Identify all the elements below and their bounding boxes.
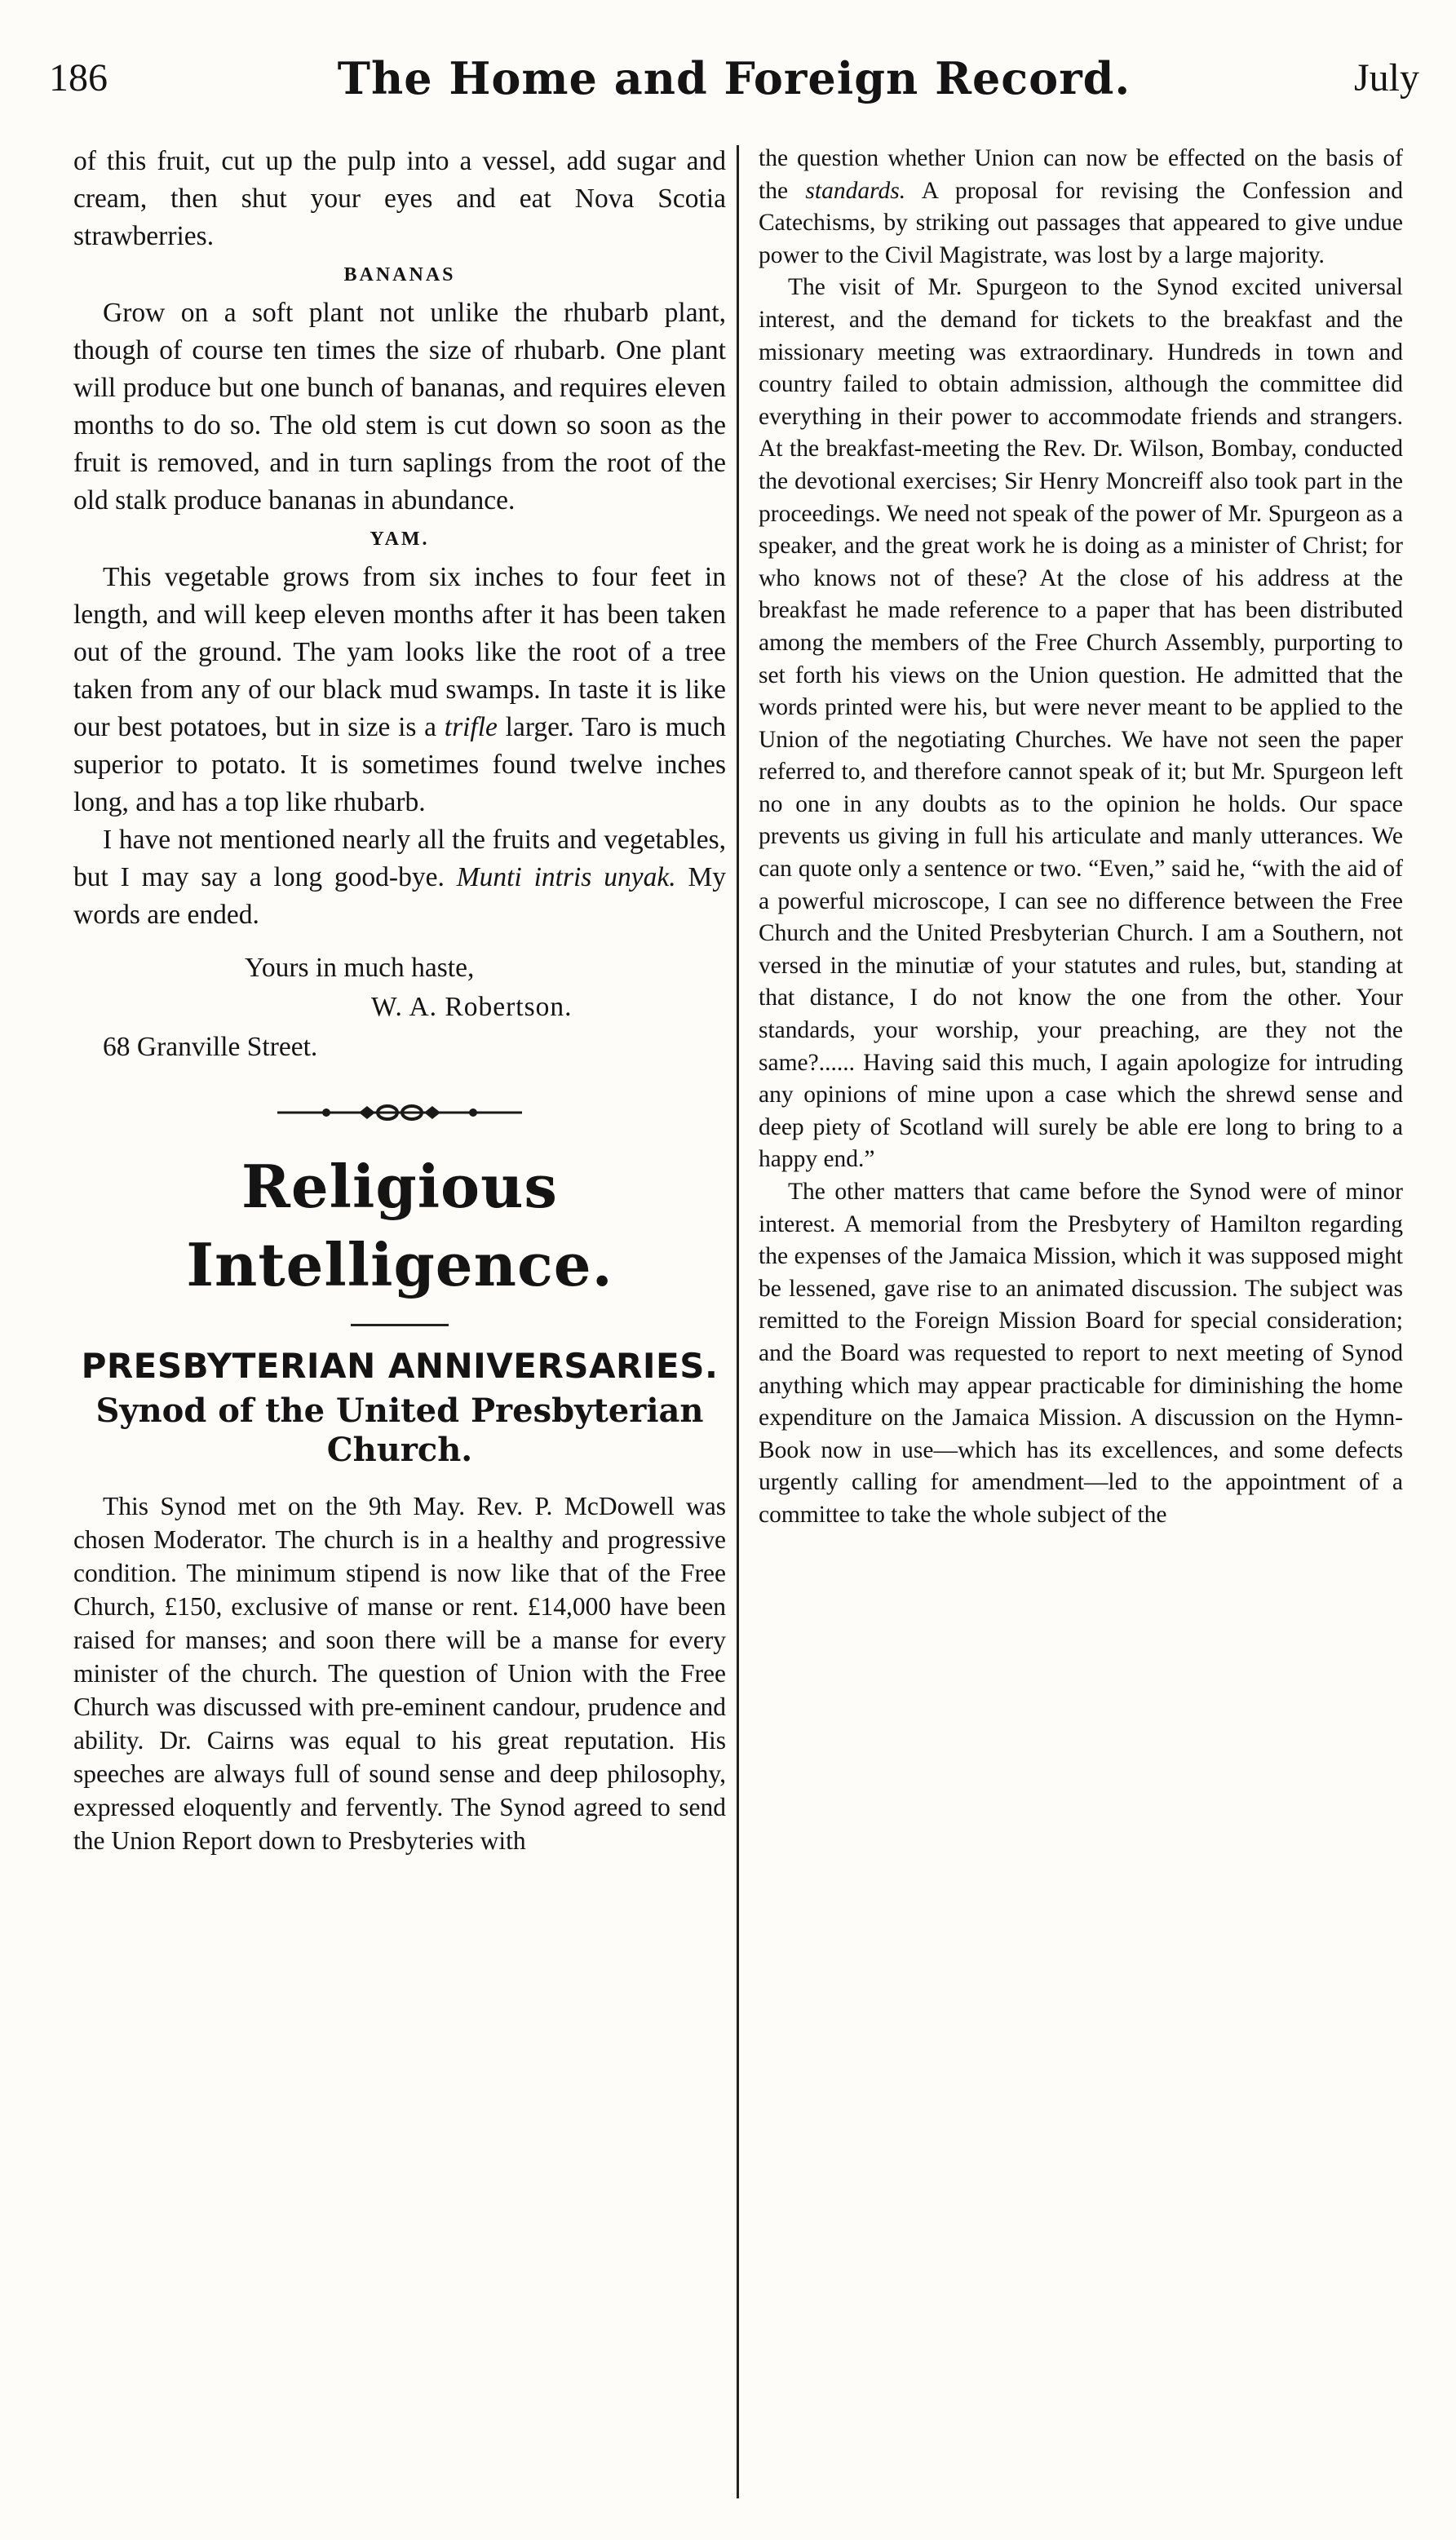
page-number: 186 xyxy=(49,56,108,100)
yam-text-2: larger. Taro is much superior to potato. It is sometimes found twelve inches long, and has a top like rhubarb. xyxy=(73,712,726,817)
signoff: Yours in much haste, xyxy=(245,953,475,983)
yam-trifle: trifle xyxy=(444,712,498,742)
bananas-heading: BANANAS xyxy=(343,264,456,285)
left-column xyxy=(73,143,726,2508)
column-rule xyxy=(737,145,739,2498)
bananas-paragraph: Grow on a soft plant not unlike the rhubarb plant, though of course ten times the size of rhubarb. One plant will produce but one bunch of bananas, and requires eleven months to do so. The old stem is cut down so soon as the fruit is removed, and in turn saplings from the root of the old stalk produce bananas in abundance. xyxy=(73,298,726,516)
closing-paragraph xyxy=(73,821,726,934)
yam-text-1: This vegetable grows from six inches to four feet in length, and will keep eleven months after it has been taken out of the ground. The yam looks like the root of a tree taken from any of our black mud swamps. In taste it is like our best potatoes, but in size is a xyxy=(73,562,726,742)
page-header xyxy=(49,52,1419,109)
closing-text-2: My words are ended. xyxy=(73,862,726,930)
fruit-paragraph: of this fruit, cut up the pulp into a vessel, add sugar and cream, then shut your eyes and eat Nova Scotia strawberries. xyxy=(73,146,726,251)
header-month: July xyxy=(1353,56,1419,100)
right-column xyxy=(759,143,1403,2508)
article-subtitle: Synod of the United Presbyterian Church. xyxy=(95,1392,704,1469)
signature: W. A. Robertson. xyxy=(371,992,573,1022)
article-title: PRESBYTERIAN ANNIVERSARIES. xyxy=(81,1346,719,1386)
ornament-divider xyxy=(277,1099,522,1126)
other-matters-paragraph: The other matters that came before the Synod were of minor interest. A memorial from the Presbytery of Hamilton regarding the expenses of the Jamaica Mission, which it was supposed might be lessened, gave rise to an animated discussion. The subject was remitted to the Foreign Mission Board for special consideration; and the Board was requested to report to next meeting of Synod anything which may appear practicable for diminishing the home expenditure on the Jamaica Mission. A discussion on the Hymn-Book now in use—which has its excellences, and some defects urgently calling for amendment—led to the appointment of a committee to take the whole subject of the xyxy=(759,1179,1403,1528)
section-title: Religious Intelligence. xyxy=(186,1152,613,1299)
union-text-a: the question whether Union can now be effected on the basis of the xyxy=(759,145,1403,204)
union-italic: standards. xyxy=(805,177,906,204)
synod-paragraph: This Synod met on the 9th May. Rev. P. McDowell was chosen Moderator. The church is in a healthy and progressive condition. The minimum stipend is now like that of the Free Church, £150, exclusive of manse or rent. £14,000 have been raised for manses; and soon there will be a manse for every minister of the church. The question of Union with the Free Church was discussed with pre-eminent candour, prudence and ability. Dr. Cairns was equal to his great reputation. His speeches are always full of sound sense and deep philosophy, expressed eloquently and fervently. The Synod agreed to send the Union Report down to Presbyteries with xyxy=(73,1492,726,1855)
title-rule xyxy=(351,1324,449,1326)
yam-paragraph xyxy=(73,559,726,821)
running-title: The Home and Foreign Record. xyxy=(337,52,1131,104)
closing-italic: Munti intris unyak. xyxy=(456,862,676,892)
union-paragraph xyxy=(759,143,1403,272)
spurgeon-paragraph: The visit of Mr. Spurgeon to the Synod excited universal interest, and the demand for tickets to the breakfast and the missionary meeting was extraordinary. Hundreds in town and country failed to obtain admission, although the committee did everything in their power to accommodate friends and strangers. At the breakfast-meeting the Rev. Dr. Wilson, Bombay, conducted the devotional exercises; Sir Henry Moncreiff also took part in the proceedings. We need not speak of the power of Mr. Spurgeon as a speaker, and the great work he is doing as a minister of Christ; for who knows not of these? At the close of his address at the breakfast he made reference to a paper that has been distributed among the members of the Free Church Assembly, purporting to set forth his views on the Union question. He admitted that the words printed were his, but were never meant to be applied to the Union of the negotiating Churches. We have not seen the paper referred to, and therefore cannot speak of it; but Mr. Spurgeon left no one in any doubts as to the opinion he holds. Our space prevents us giving in full his articulate and manly utterances. We can quote only a sentence or two. “Even,” said he, “with the aid of a powerful microscope, I can see no difference between the Free Church and the United Presbyterian Church. I am a Southern, not versed in the minutiæ of your statutes and rules, but, standing at that distance, I do not know the one from the other. Your standards, your worship, your preaching, are they not the same?...... Having said this much, I again apologize for intruding any opinions of mine upon a case which the shrewd sense and deep piety of Scotland will surely be able ere long to bring to a happy end.” xyxy=(759,274,1403,1173)
union-text-b: A proposal for revising the Confession and Catechisms, by striking out passages that appeared to give undue power to the Civil Magistrate, was lost by a large majority. xyxy=(759,177,1403,268)
address: 68 Granville Street. xyxy=(103,1032,318,1062)
closing-text-1: I have not mentioned nearly all the fruits and vegetables, but I may say a long good-bye. xyxy=(73,825,726,892)
yam-heading: YAM. xyxy=(370,529,430,550)
